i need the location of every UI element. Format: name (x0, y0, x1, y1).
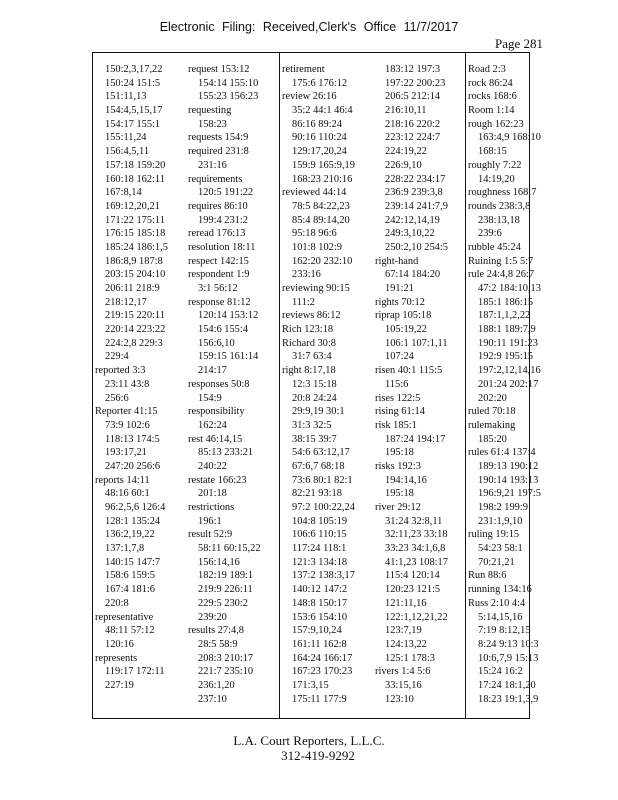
index-entry-term: request 153:12 (188, 64, 250, 75)
index-reference-line: 236:9 239:3,8 (385, 187, 443, 199)
index-reference-line: 196:1 (198, 515, 222, 527)
index-reference-line: 201:24 202:17 (478, 378, 539, 390)
index-entry-term: right-hand (375, 255, 419, 267)
index-reference-line: 156:14,16 (198, 556, 240, 568)
index-reference-line: 48:11 57:12 (105, 625, 155, 637)
index-entry-term: risk 185:1 (375, 419, 417, 431)
index-table (92, 52, 541, 719)
index-reference-line: 193:17,21 (105, 447, 147, 459)
index-reference-line: 122:1,12,21,22 (385, 611, 448, 623)
index-reference-line: 256:6 (105, 392, 129, 404)
index-reference-line: 137:1,7,8 (105, 543, 145, 555)
index-reference-line: 96:2,5,6 126:4 (105, 502, 166, 513)
index-reference-line: 128:1 135:24 (105, 515, 161, 527)
index-reference-line: 239:6 (478, 228, 502, 240)
index-reference-line: 198:2 199:9 (478, 502, 528, 513)
index-reference-line: 168:23 210:16 (292, 173, 353, 185)
index-entry-term: risen 40:1 115:5 (375, 365, 443, 377)
index-reference-line: 3:1 56:12 (198, 283, 238, 294)
index-entry-term: represents (95, 652, 138, 664)
index-entry-term: reviewed 44:14 (282, 187, 347, 199)
index-reference-line: 176:15 185:18 (105, 228, 166, 240)
index-reference-line: 10:6,7,9 15:13 (478, 652, 539, 664)
index-reference-line: 187:24 194:17 (385, 433, 446, 445)
index-reference-line: 33:23 34:1,6,8 (385, 543, 446, 555)
index-reference-line: 67:6,7 68:18 (292, 460, 345, 472)
index-reference-line: 86:16 89:24 (292, 118, 342, 130)
index-reference-line: 159:15 161:14 (198, 351, 259, 363)
index-reference-line: 28:5 58:9 (198, 638, 238, 650)
index-entry-term: Run 88:6 (468, 570, 507, 582)
index-reference-line: 190:14 193:13 (478, 474, 539, 486)
index-reference-line: 148:8 150:17 (292, 597, 348, 609)
index-reference-line: 156:6,10 (198, 337, 235, 349)
index-reference-line: 101:8 102:9 (292, 241, 342, 253)
index-entry-term: rivers 1:4 5:6 (375, 666, 431, 678)
index-reference-line: 107:24 (385, 351, 414, 363)
court-reporter-phone: 312-419-9292 (281, 748, 355, 763)
index-entry-term: results 27:4,8 (188, 625, 244, 637)
index-entry-term: rubble 45:24 (468, 241, 521, 253)
index-reference-line: 224:2,8 229:3 (105, 337, 163, 349)
index-entry-term: right 8:17,18 (282, 365, 336, 377)
index-reference-line: 228:22 234:17 (385, 173, 446, 185)
index-reference-line: 226:9,10 (385, 159, 422, 171)
index-reference-line: 218:16 220:2 (385, 118, 441, 130)
index-reference-line: 216:10,11 (385, 105, 427, 117)
index-reference-line: 136:2,19,22 (105, 529, 155, 541)
index-entry-term: rock 86:24 (468, 77, 513, 89)
page-number: Page 281 (495, 36, 544, 51)
index-reference-line: 197:2,12,14,16 (478, 365, 541, 377)
index-reference-line: 151:11,13 (105, 91, 147, 103)
index-entry-term: rounds 238:3,8 (468, 200, 531, 212)
index-reference-line: 229:4 (105, 351, 129, 363)
index-reference-line: 223:12 224:7 (385, 132, 441, 144)
index-reference-line: 190:11 191:23 (478, 337, 538, 349)
court-reporter-company: L.A. Court Reporters, L.L.C. (233, 733, 385, 748)
index-reference-line: 231:16 (198, 159, 227, 171)
index-reference-line: 182:19 189:1 (198, 570, 254, 582)
index-reference-line: 208:3 210:17 (198, 652, 254, 664)
index-reference-line: 156:4,5,11 (105, 146, 150, 158)
index-reference-line: 125:1 178:3 (385, 652, 435, 664)
index-reference-line: 159:9 165:9,19 (292, 159, 355, 171)
index-reference-line: 219:9 226:11 (198, 584, 253, 596)
index-reference-line: 47:2 184:10,13 (478, 283, 541, 294)
index-reference-line: 201:18 (198, 488, 227, 500)
index-entry-term: Rich 123:18 (282, 324, 334, 336)
index-reference-line: 197:22 200:23 (385, 77, 446, 89)
index-reference-line: 154:4,5,15,17 (105, 105, 163, 117)
index-reference-line: 157:18 159:20 (105, 159, 166, 171)
index-reference-line: 157:9,10,24 (292, 625, 342, 637)
index-reference-line: 120:16 (105, 638, 134, 650)
index-reference-line: 237:10 (198, 693, 227, 705)
index-reference-line: 85:4 89:14,20 (292, 214, 350, 226)
index-entry-term: requests 154:9 (188, 132, 249, 144)
index-reference-line: 175:6 176:12 (292, 77, 348, 89)
index-reference-line: 150:2,3,17,22 (105, 64, 163, 75)
index-entry-term: result 52:9 (188, 529, 233, 541)
index-reference-line: 221:7 235:10 (198, 666, 254, 678)
index-reference-line: 82:21 93:18 (292, 488, 342, 500)
index-entry-term: requesting (188, 105, 232, 117)
index-reference-line: 192:9 195:15 (478, 351, 534, 363)
index-reference-line: 31:7 63:4 (292, 351, 332, 363)
index-reference-line: 214:17 (198, 365, 227, 377)
index-entry-term: response 81:12 (188, 296, 251, 308)
index-reference-line: 15:24 16:2 (478, 666, 523, 678)
index-reference-line: 123:10 (385, 693, 414, 705)
index-reference-line: 227:19 (105, 679, 134, 691)
index-reference-line: 35:2 44:1 46:4 (292, 105, 353, 117)
index-entry-term: respect 142:15 (188, 255, 249, 267)
index-reference-line: 242:12,14,19 (385, 214, 440, 226)
index-reference-line: 73:6 80:1 82:1 (292, 474, 353, 486)
index-reference-line: 154:6 155:4 (198, 324, 248, 336)
index-reference-line: 150:24 151:5 (105, 77, 161, 89)
index-reference-line: 58:11 60:15,22 (198, 543, 261, 555)
index-reference-line: 111:2 (292, 296, 315, 308)
index-reference-line: 183:12 197:3 (385, 64, 441, 75)
index-reference-line: 120:14 153:12 (198, 310, 259, 322)
index-reference-line: 218:12,17 (105, 296, 147, 308)
index-reference-line: 54:23 58:1 (478, 543, 523, 555)
index-reference-line: 120:23 121:5 (385, 584, 441, 596)
index-entry-term: risks 192:3 (375, 460, 421, 472)
index-reference-line: 118:13 174:5 (105, 433, 160, 445)
index-entry-term: requirements (188, 173, 243, 185)
index-reference-line: 97:2 100:22,24 (292, 502, 355, 513)
index-entry-term: reported 3:3 (95, 365, 146, 377)
index-reference-line: 95:18 96:6 (292, 228, 337, 240)
index-reference-line: 14:19,20 (478, 173, 515, 185)
index-entry-term: representative (95, 611, 154, 623)
index-reference-line: 78:5 84:22,23 (292, 200, 350, 212)
index-reference-line: 185:24 186:1,5 (105, 241, 168, 253)
index-reference-line: 239:14 241:7,9 (385, 200, 448, 212)
index-entry-term: responsibility (188, 406, 245, 418)
index-reference-line: 31:3 32:5 (292, 419, 332, 431)
index-entry-term: requires 86:10 (188, 200, 248, 212)
index-reference-line: 120:5 191:22 (198, 187, 254, 199)
index-reference-line: 186:8,9 187:8 (105, 255, 163, 267)
index-entry-term: roughly 7:22 (468, 159, 522, 171)
index-reference-line: 140:12 147:2 (292, 584, 348, 596)
index-reference-line: 194:14,16 (385, 474, 427, 486)
index-reference-line: 158:6 159:5 (105, 570, 155, 582)
index-reference-line: 203:15 204:10 (105, 269, 166, 281)
index-reference-line: 163:4,9 168:10 (478, 132, 541, 144)
index-reference-line: 17:24 18:1,20 (478, 679, 536, 691)
index-reference-line: 162:24 (198, 419, 227, 431)
index-entry-term: respondent 1:9 (188, 269, 250, 281)
column-divider-right (465, 53, 466, 718)
index-reference-line: 67:14 184:20 (385, 269, 441, 281)
index-reference-line: 233:16 (292, 269, 321, 281)
index-reference-line: 115:6 (385, 378, 409, 390)
index-reference-line: 73:9 102:6 (105, 419, 150, 431)
index-column-5 (468, 63, 541, 714)
index-reference-line: 224:19,22 (385, 146, 427, 158)
index-reference-line: 124:13,22 (385, 638, 427, 650)
index-reference-line: 202:20 (478, 392, 507, 404)
index-reference-line: 121:11,16 (385, 597, 427, 609)
index-reference-line: 106:1 107:1,11 (385, 337, 448, 349)
index-entry-term: Room 1:14 (468, 105, 515, 117)
index-reference-line: 229:5 230:2 (198, 597, 248, 609)
index-entry-term: Reporter 41:15 (95, 406, 158, 418)
footer (0, 733, 618, 763)
index-reference-line: 239:20 (198, 611, 227, 623)
index-entry-term: restrictions (188, 502, 235, 513)
index-reference-line: 155:11,24 (105, 132, 147, 144)
index-entry-term: reviews 86:12 (282, 310, 341, 322)
column-divider-left (279, 53, 280, 718)
index-reference-line: 240:22 (198, 460, 227, 472)
index-reference-line: 238:13,18 (478, 214, 520, 226)
index-entry-term: required 231:8 (188, 146, 249, 158)
index-entry-term: rights 70:12 (375, 296, 425, 308)
index-reference-line: 195:18 (385, 488, 414, 500)
index-entry-term: responses 50:8 (188, 378, 250, 390)
index-reference-line: 185:20 (478, 433, 507, 445)
index-reference-line: 154:9 (198, 392, 222, 404)
index-entry-term: ruled 70:18 (468, 406, 516, 418)
index-reference-line: 154:14 155:10 (198, 77, 259, 89)
index-reference-line: 196:9,21 197:5 (478, 488, 541, 500)
index-reference-line: 119:17 172:11 (105, 666, 165, 678)
index-entry-term: Richard 30:8 (282, 337, 336, 349)
index-entry-term: ruling 19:15 (468, 529, 520, 541)
index-reference-line: 33:15,16 (385, 679, 422, 691)
index-entry-term: reviewing 90:15 (282, 283, 350, 294)
index-reference-line: 154:17 155:1 (105, 118, 161, 130)
index-reference-line: 158:23 (198, 118, 227, 130)
index-column-3 (282, 63, 370, 714)
index-reference-line: 48:16 60:1 (105, 488, 150, 500)
index-entry-term: rises 122:5 (375, 392, 421, 404)
index-reference-line: 236:1,20 (198, 679, 235, 691)
index-reference-line: 123:7,19 (385, 625, 422, 637)
index-entry-term: riprap 105:18 (375, 310, 432, 322)
index-entry-term: review 26:16 (282, 91, 337, 103)
index-reference-line: 167:4 181:6 (105, 584, 155, 596)
index-reference-line: 12:3 15:18 (292, 378, 337, 390)
index-reference-line: 247:20 256:6 (105, 460, 161, 472)
index-reference-line: 220:14 223:22 (105, 324, 166, 336)
index-reference-line: 20:8 24:24 (292, 392, 337, 404)
index-reference-line: 31:24 32:8,11 (385, 515, 443, 527)
index-column-1 (95, 63, 183, 714)
index-entry-term: Road 2:3 (468, 64, 506, 75)
index-entry-term: reread 176:13 (188, 228, 246, 240)
filing-header: Electronic Filing: Received,Clerk's Office 11/7/2017 (159, 20, 459, 34)
index-entry-term: rules 61:4 137:4 (468, 447, 536, 459)
index-reference-line: 167:8,14 (105, 187, 142, 199)
index-reference-line: 105:19,22 (385, 324, 427, 336)
index-reference-line: 191:21 (385, 283, 414, 294)
index-reference-line: 140:15 147:7 (105, 556, 161, 568)
index-reference-line: 8:24 9:13 10:3 (478, 638, 539, 650)
index-entry-term: Ruining 1:5 5:7 (468, 255, 534, 267)
index-reference-line: 137:2 138:3,17 (292, 570, 355, 582)
index-entry-term: reports 14:11 (95, 474, 150, 486)
index-reference-line: 220:8 (105, 597, 129, 609)
index-reference-line: 185:1 186:15 (478, 296, 534, 308)
index-reference-line: 106:6 110:15 (292, 529, 347, 541)
index-reference-line: 219:15 220:11 (105, 310, 165, 322)
index-reference-line: 161:11 162:8 (292, 638, 347, 650)
index-reference-line: 117:24 118:1 (292, 543, 347, 555)
index-entry-term: resolution 18:11 (188, 241, 256, 253)
index-reference-line: 41:1,23 108:17 (385, 556, 448, 568)
index-entry-term: river 29:12 (375, 502, 421, 513)
index-reference-line: 160:18 162:11 (105, 173, 165, 185)
index-reference-line: 168:15 (478, 146, 507, 158)
index-reference-line: 195:18 (385, 447, 414, 459)
index-reference-line: 104:8 105:19 (292, 515, 348, 527)
index-entry-term: rulemaking (468, 419, 516, 431)
index-entry-term: rule 24:4,8 26:7 (468, 269, 535, 281)
index-reference-line: 121:3 134:18 (292, 556, 348, 568)
index-entry-term: rising 61:14 (375, 406, 425, 418)
index-reference-line: 206:11 218:9 (105, 283, 160, 294)
index-entry-term: rest 46:14,15 (188, 433, 243, 445)
index-reference-line: 23:11 43:8 (105, 378, 150, 390)
index-entry-term: rocks 168:6 (468, 91, 517, 103)
index-reference-line: 206:5 212:14 (385, 91, 441, 103)
index-reference-line: 32:11,23 33:18 (385, 529, 448, 541)
index-reference-line: 199:4 231:2 (198, 214, 248, 226)
index-entry-term: retirement (282, 64, 325, 75)
index-reference-line: 171:3,15 (292, 679, 329, 691)
index-reference-line: 129:17,20,24 (292, 146, 347, 158)
index-entry-term: restate 166:23 (188, 474, 247, 486)
index-entry-term: running 134:16 (468, 584, 532, 596)
index-reference-line: 249:3,10,22 (385, 228, 435, 240)
index-column-2 (188, 63, 276, 714)
index-entry-term: Russ 2:10 4:4 (468, 597, 526, 609)
index-reference-line: 175:11 177:9 (292, 693, 347, 705)
index-reference-line: 70:21,21 (478, 556, 515, 568)
index-reference-line: 18:23 19:1,3,9 (478, 693, 539, 705)
index-reference-line: 187:1,1,2,22 (478, 310, 531, 322)
index-reference-line: 167:23 170:23 (292, 666, 353, 678)
index-reference-line: 162:20 232:10 (292, 255, 353, 267)
index-entry-term: rough 162:23 (468, 118, 524, 130)
index-reference-line: 90:16 110:24 (292, 132, 347, 144)
index-reference-line: 188:1 189:7,9 (478, 324, 536, 336)
index-reference-line: 5:14,15,16 (478, 611, 523, 623)
index-reference-line: 38:15 39:7 (292, 433, 337, 445)
index-reference-line: 169:12,20,21 (105, 200, 160, 212)
index-reference-line: 250:2,10 254:5 (385, 241, 448, 253)
index-reference-line: 54:6 63:12,17 (292, 447, 350, 459)
index-reference-line: 231:1,9,10 (478, 515, 523, 527)
index-reference-line: 153:6 154:10 (292, 611, 348, 623)
index-entry-term: roughness 168:7 (468, 187, 537, 199)
index-reference-line: 85:13 233:21 (198, 447, 254, 459)
index-reference-line: 155:23 156:23 (198, 91, 259, 103)
index-reference-line: 7:19 8:12,15 (478, 625, 531, 637)
index-reference-line: 164:24 166:17 (292, 652, 353, 664)
index-column-4 (375, 63, 463, 714)
index-reference-line: 115:4 120:14 (385, 570, 440, 582)
index-reference-line: 29:9,19 30:1 (292, 406, 345, 418)
index-reference-line: 189:13 190:12 (478, 460, 539, 472)
index-reference-line: 171:22 175:11 (105, 214, 165, 226)
